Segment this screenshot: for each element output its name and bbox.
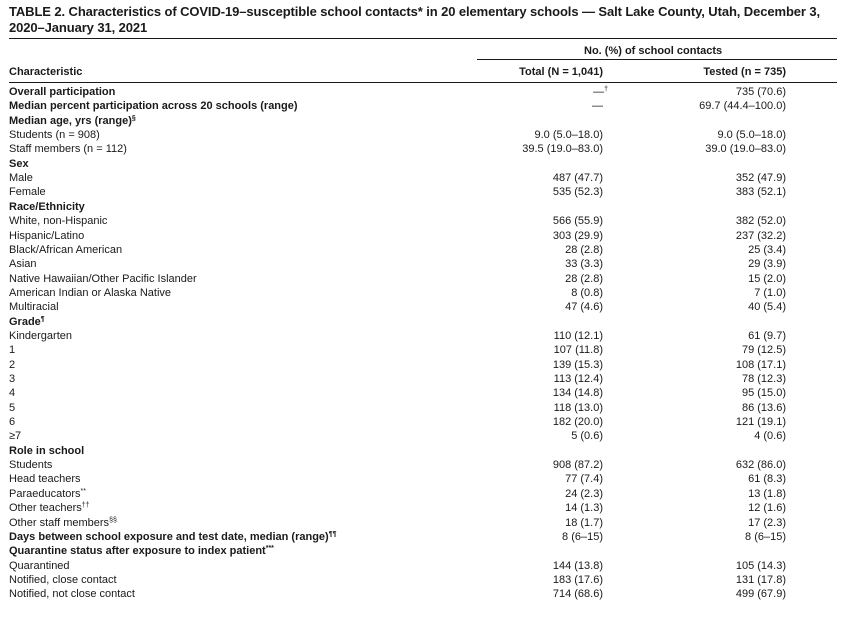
table-title: TABLE 2. Characteristics of COVID-19–susceptible school contacts* in 20 elementary schools — Salt Lake County, Utah, December 3, 2020–January 31, 2021 — [9, 4, 821, 35]
row-label-text: Days between school exposure and test date, median (range) — [9, 530, 329, 543]
table-row — [9, 501, 837, 515]
row-label — [9, 214, 107, 228]
total-value: 77 (7.4) — [565, 473, 603, 486]
characteristic-header: Characteristic — [9, 66, 83, 78]
total-value: 110 (12.1) — [553, 329, 603, 342]
row-label-text: Male — [9, 172, 33, 185]
section-row — [9, 200, 837, 214]
table-row — [9, 343, 837, 357]
row-label — [9, 358, 15, 372]
table-row — [9, 372, 837, 386]
total-value: 33 (3.3) — [565, 258, 603, 271]
table-row — [9, 573, 837, 587]
row-label-text: Other staff members — [9, 516, 110, 529]
row-label-text: Notified, close contact — [9, 573, 117, 586]
tested-value: 12 (1.6) — [748, 502, 786, 515]
row-label-text: Students (n = 908) — [9, 129, 100, 142]
row-label-text: Multiracial — [9, 301, 59, 314]
footnote-marker: † — [604, 86, 608, 93]
section-row — [9, 114, 837, 128]
table-row — [9, 185, 837, 199]
tested-value: 29 (3.9) — [748, 258, 786, 271]
row-label-text: Race/Ethnicity — [9, 200, 85, 213]
footnote-marker: †† — [81, 502, 90, 510]
row-label-text: 5 — [9, 401, 16, 414]
table-row — [9, 171, 837, 185]
table-row — [9, 142, 837, 156]
row-label-text: 2 — [9, 358, 16, 371]
tested-value: 499 (67.9) — [735, 588, 786, 601]
row-label — [9, 128, 100, 142]
row-label — [9, 286, 171, 300]
table-row — [9, 587, 837, 601]
total-value: 24 (2.3) — [565, 487, 603, 500]
row-label-text: Overall participation — [9, 86, 116, 98]
footnote-marker: ¶¶ — [328, 530, 337, 538]
total-cell — [553, 587, 603, 601]
total-cell — [553, 559, 603, 573]
row-label — [9, 573, 117, 587]
row-label-text: Role in school — [9, 444, 85, 457]
total-value: 908 (87.2) — [552, 459, 603, 472]
row-label — [9, 229, 84, 243]
row-label-text: Asian — [9, 258, 37, 271]
total-cell — [535, 128, 604, 142]
table-row — [9, 128, 837, 142]
row-label-text: 1 — [9, 344, 16, 357]
total-cell — [553, 386, 603, 400]
total-value: 183 (17.6) — [552, 573, 603, 586]
row-label-text: Kindergarten — [9, 329, 72, 342]
section-row — [9, 315, 837, 329]
table-row — [9, 286, 837, 300]
total-cell — [553, 229, 603, 243]
row-label-text: Grade — [9, 315, 41, 328]
section-row — [9, 444, 837, 458]
tested-value: 17 (2.3) — [748, 516, 786, 529]
total-cell — [565, 300, 603, 314]
tested-header: Tested (n = 735) — [703, 66, 786, 78]
total-cell — [562, 530, 603, 544]
tested-value: 13 (1.8) — [748, 487, 786, 500]
tested-value: 105 (14.3) — [735, 559, 786, 572]
tested-value: 15 (2.0) — [748, 272, 786, 285]
total-value: 47 (4.6) — [565, 301, 603, 314]
footnote-marker: § — [131, 114, 136, 122]
row-label-text: 4 — [9, 387, 16, 400]
row-label — [9, 487, 86, 501]
row-label-text: Native Hawaiian/Other Pacific Islander — [9, 272, 197, 285]
row-label-text: Quarantined — [9, 559, 70, 572]
total-cell — [554, 372, 603, 386]
total-cell — [553, 358, 603, 372]
total-cell — [565, 272, 603, 286]
row-label — [9, 329, 72, 343]
tested-value: 40 (5.4) — [748, 301, 786, 314]
total-header: Total (N = 1,041) — [519, 66, 603, 78]
total-cell — [571, 429, 603, 443]
tested-value: 632 (86.0) — [735, 459, 786, 472]
table-row — [9, 257, 837, 271]
row-label-text: Female — [9, 186, 46, 199]
total-value: — — [592, 100, 603, 113]
tested-value: 108 (17.1) — [735, 358, 786, 371]
total-cell — [565, 472, 603, 486]
total-cell — [565, 516, 603, 530]
section-row — [9, 544, 837, 558]
total-cell — [553, 415, 603, 429]
total-cell — [553, 171, 603, 185]
column-group-rule — [477, 59, 837, 60]
table-row — [9, 415, 837, 429]
tested-value: 69.7 (44.4–100.0) — [699, 100, 786, 113]
total-value: 487 (47.7) — [552, 172, 603, 185]
total-value: 18 (1.7) — [565, 516, 603, 529]
row-label-text: ≥7 — [9, 430, 22, 443]
total-cell — [553, 458, 603, 472]
total-value: 714 (68.6) — [552, 588, 603, 601]
total-cell — [554, 401, 603, 415]
row-label-text: Notified, not close contact — [9, 588, 135, 601]
total-cell — [592, 99, 603, 113]
row-label — [9, 501, 90, 515]
row-label — [9, 544, 274, 558]
total-cell — [553, 573, 603, 587]
row-label-text: White, non-Hispanic — [9, 215, 108, 228]
row-label — [9, 114, 136, 128]
table-row — [9, 472, 837, 486]
table-row — [9, 214, 837, 228]
row-label — [9, 401, 15, 415]
total-cell — [565, 243, 603, 257]
total-cell — [565, 257, 603, 271]
tested-value: 121 (19.1) — [735, 416, 786, 429]
table-row — [9, 358, 837, 372]
table-row — [9, 329, 837, 343]
tested-value: 95 (15.0) — [741, 387, 786, 400]
row-label — [9, 444, 84, 458]
row-label — [9, 386, 15, 400]
tested-value: 25 (3.4) — [748, 243, 786, 256]
tested-value: 8 (6–15) — [745, 530, 786, 543]
total-cell — [553, 185, 603, 199]
row-label — [9, 559, 70, 573]
tested-value: 78 (12.3) — [741, 373, 786, 385]
row-label — [9, 472, 81, 486]
row-label — [9, 142, 127, 156]
row-label — [9, 458, 52, 472]
total-value: 39.5 (19.0–83.0) — [522, 143, 603, 156]
total-value: 5 (0.6) — [571, 430, 603, 443]
tested-value: 383 (52.1) — [735, 186, 786, 199]
row-label — [9, 185, 46, 199]
row-label — [9, 372, 15, 386]
row-label-text: American Indian or Alaska Native — [9, 286, 172, 299]
row-label — [9, 315, 45, 329]
row-label — [9, 415, 15, 429]
total-cell — [571, 286, 603, 300]
section-row — [9, 99, 837, 113]
row-label-text: Quarantine status after exposure to index patient — [9, 545, 266, 558]
footnote-marker: *** — [265, 545, 274, 553]
row-label-text: Median age, yrs (range) — [9, 114, 132, 127]
table-row — [9, 386, 837, 400]
footnote-marker: ¶ — [40, 315, 45, 323]
table-row — [9, 300, 837, 314]
row-label-text: Black/African American — [9, 243, 123, 256]
tested-value: 352 (47.9) — [735, 172, 786, 185]
total-cell — [593, 85, 608, 99]
total-value: 144 (13.8) — [552, 559, 603, 572]
total-value: — — [593, 86, 605, 98]
row-label — [9, 272, 197, 286]
total-value: 9.0 (5.0–18.0) — [534, 129, 603, 142]
row-label-text: 3 — [9, 373, 16, 385]
total-value: 535 (52.3) — [552, 186, 603, 199]
row-label — [9, 300, 59, 314]
tested-value: 79 (12.5) — [741, 344, 786, 357]
tested-value: 61 (9.7) — [748, 329, 786, 342]
row-label-text: Sex — [9, 157, 29, 170]
tested-value: 131 (17.8) — [735, 573, 786, 586]
table-row — [9, 243, 837, 257]
total-cell — [522, 142, 603, 156]
row-label — [9, 587, 135, 601]
total-value: 14 (1.3) — [565, 502, 603, 515]
row-label — [9, 85, 115, 99]
footnote-marker: ** — [80, 487, 86, 495]
total-value: 566 (55.9) — [552, 215, 603, 228]
total-value: 134 (14.8) — [552, 387, 603, 400]
row-label-text: Head teachers — [9, 473, 81, 486]
footnote-marker: §§ — [109, 516, 117, 524]
section-row — [9, 157, 837, 171]
row-label — [9, 99, 298, 113]
tested-value: 735 (70.6) — [735, 86, 786, 98]
column-group-header: No. (%) of school contacts — [584, 45, 723, 57]
tested-value: 39.0 (19.0–83.0) — [705, 143, 786, 156]
tested-value: 86 (13.6) — [741, 401, 786, 414]
table-row — [9, 458, 837, 472]
table-row — [9, 401, 837, 415]
row-label-text: Median percent participation across 20 schools (range) — [9, 100, 298, 113]
table-row — [9, 516, 837, 530]
row-label — [9, 530, 337, 544]
section-row — [9, 85, 837, 99]
table-row — [9, 559, 837, 573]
section-row — [9, 530, 837, 544]
total-value: 28 (2.8) — [565, 272, 603, 285]
tested-value: 237 (32.2) — [735, 229, 786, 242]
row-label-text: Other teachers — [9, 502, 82, 515]
title-rule — [9, 38, 837, 39]
tested-value: 7 (1.0) — [754, 286, 786, 299]
row-label-text: 6 — [9, 416, 16, 429]
total-value: 8 (0.8) — [571, 286, 603, 299]
row-label — [9, 171, 33, 185]
row-label — [9, 343, 15, 357]
table-row — [9, 272, 837, 286]
total-cell — [554, 329, 603, 343]
row-label — [9, 516, 117, 530]
tested-value: 4 (0.6) — [754, 430, 786, 443]
tested-value: 382 (52.0) — [735, 215, 786, 228]
total-value: 303 (29.9) — [552, 229, 603, 242]
total-cell — [554, 343, 603, 357]
total-cell — [565, 501, 603, 515]
total-value: 182 (20.0) — [552, 416, 603, 429]
table-row — [9, 229, 837, 243]
total-cell — [565, 487, 603, 501]
total-value: 28 (2.8) — [565, 243, 603, 256]
row-label-text: Hispanic/Latino — [9, 229, 85, 242]
table-row — [9, 487, 837, 501]
row-label — [9, 257, 37, 271]
total-value: 118 (13.0) — [553, 401, 603, 414]
total-value: 113 (12.4) — [553, 373, 603, 385]
row-label — [9, 429, 21, 443]
row-label — [9, 243, 122, 257]
row-label-text: Staff members (n = 112) — [9, 143, 127, 156]
row-label — [9, 157, 29, 171]
total-value: 107 (11.8) — [553, 344, 603, 357]
total-value: 8 (6–15) — [562, 530, 603, 543]
tested-value: 61 (8.3) — [748, 473, 786, 486]
table-row — [9, 429, 837, 443]
row-label — [9, 200, 85, 214]
row-label-text: Paraeducators — [9, 487, 81, 500]
total-cell — [553, 214, 603, 228]
header-rule — [9, 82, 837, 83]
row-label-text: Students — [9, 459, 53, 472]
tested-value: 9.0 (5.0–18.0) — [717, 129, 786, 142]
total-value: 139 (15.3) — [552, 358, 603, 371]
